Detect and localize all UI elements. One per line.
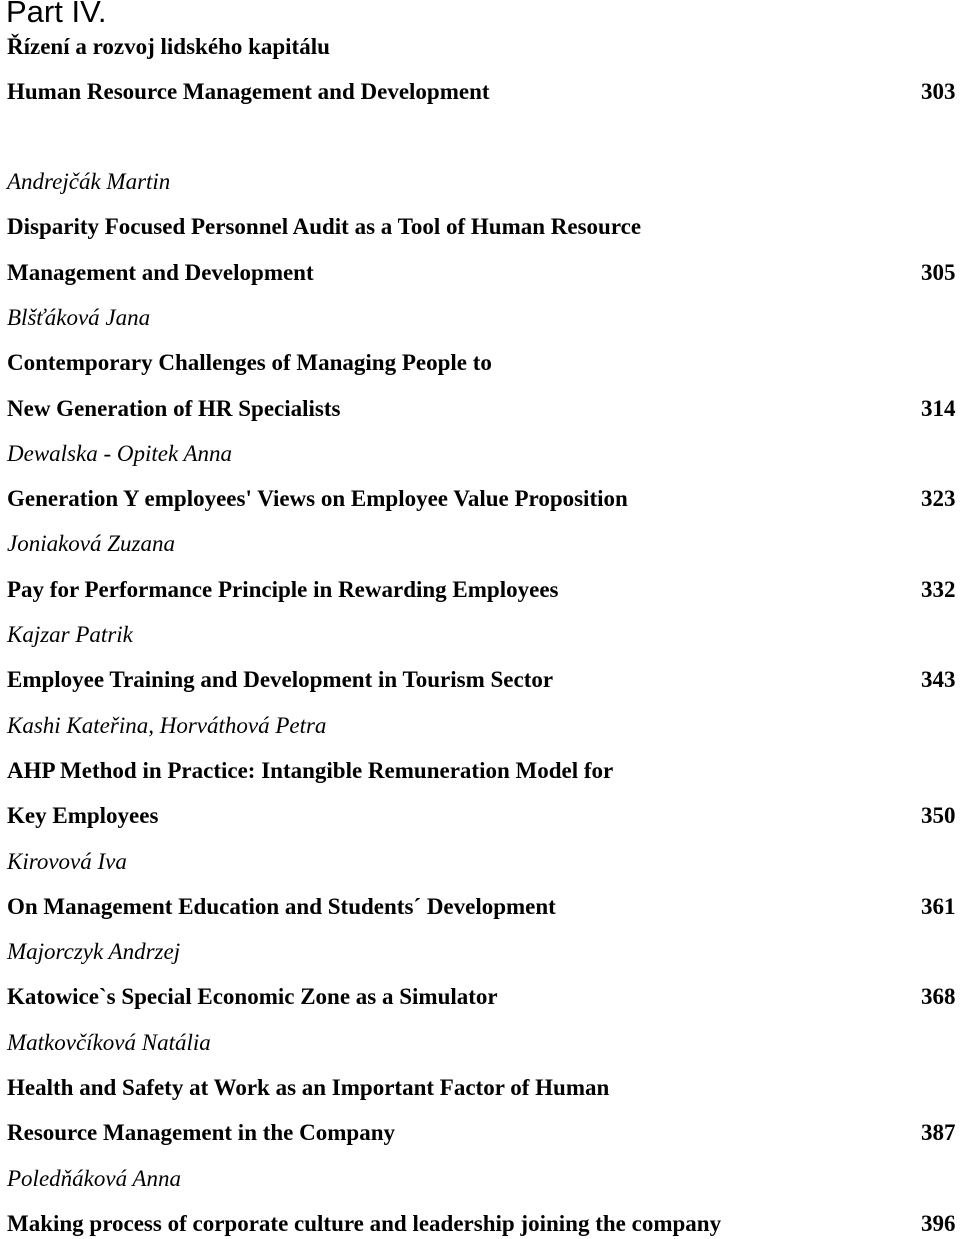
toc-title-text: On Management Education and Students´ Development — [7, 894, 556, 919]
toc-title-text: Key Employees — [7, 803, 159, 828]
toc-title-line[interactable] — [7, 212, 960, 242]
toc-author-text: Kajzar Patrik — [7, 622, 133, 647]
section-title-cz — [7, 32, 960, 62]
toc-author — [7, 847, 960, 877]
toc-title-line[interactable] — [7, 801, 960, 831]
toc-title-text: Management and Development — [7, 260, 314, 285]
toc-author-text: Joniaková Zuzana — [7, 531, 176, 556]
toc-page-number: 305 — [921, 260, 956, 285]
section-page-number: 303 — [921, 79, 956, 104]
toc-author-text: Kirovová Iva — [7, 849, 127, 874]
toc-title-text: Employee Training and Development in Tourism Sector — [7, 667, 554, 692]
toc-title-text: Katowice`s Special Economic Zone as a Simulator — [7, 984, 498, 1009]
toc-title-line[interactable] — [7, 1118, 960, 1148]
toc-title-line[interactable] — [7, 982, 960, 1012]
toc-title-line[interactable] — [7, 756, 960, 786]
section-title-en — [7, 77, 960, 107]
toc-title-line[interactable] — [7, 348, 960, 378]
toc-title-line[interactable] — [7, 665, 960, 695]
toc-title-line[interactable] — [7, 1209, 960, 1239]
toc-title-text: Contemporary Challenges of Managing People to — [7, 350, 492, 375]
toc-page-number: 332 — [921, 577, 956, 602]
toc-page-number: 368 — [921, 984, 956, 1009]
toc-author — [7, 167, 960, 197]
toc-author-text: Poledňáková Anna — [7, 1166, 181, 1191]
toc-title-line[interactable] — [7, 575, 960, 605]
toc-author-text: Kashi Kateřina, Horváthová Petra — [7, 713, 327, 738]
toc-page-number: 343 — [921, 667, 956, 692]
toc-title-text: Health and Safety at Work as an Important Factor of Human — [7, 1075, 610, 1100]
toc-author — [7, 620, 960, 650]
toc-author — [7, 529, 960, 559]
toc-title-text: Making process of corporate culture and leadership joining the company — [7, 1211, 722, 1236]
toc-author — [7, 1164, 960, 1194]
toc-page-number: 350 — [921, 803, 956, 828]
toc-author — [7, 303, 960, 333]
toc-author — [7, 439, 960, 469]
toc-title-text: Disparity Focused Personnel Audit as a Tool of Human Resource — [7, 214, 642, 239]
toc-author — [7, 1028, 960, 1058]
toc-page-number: 387 — [921, 1120, 956, 1145]
part-heading: Part IV. — [6, 0, 107, 29]
toc-title-text: Resource Management in the Company — [7, 1120, 395, 1145]
toc-author-text: Dewalska - Opitek Anna — [7, 441, 233, 466]
section-title-cz-text: Řízení a rozvoj lidského kapitálu — [7, 34, 330, 59]
toc-page-number: 361 — [921, 894, 956, 919]
toc-author-text: Andrejčák Martin — [7, 169, 171, 194]
toc-title-text: New Generation of HR Specialists — [7, 396, 341, 421]
toc-title-line[interactable] — [7, 892, 960, 922]
toc-title-line[interactable] — [7, 394, 960, 424]
section-title-en-text: Human Resource Management and Development — [7, 79, 490, 104]
toc-author-text: Majorczyk Andrzej — [7, 939, 181, 964]
toc-author-text: Matkovčíková Natália — [7, 1030, 211, 1055]
toc-page-number: 396 — [921, 1211, 956, 1236]
toc-author — [7, 711, 960, 741]
toc-title-text: AHP Method in Practice: Intangible Remuneration Model for — [7, 758, 614, 783]
toc-author-text: Blšťáková Jana — [7, 305, 151, 330]
toc-author — [7, 937, 960, 967]
toc-title-line[interactable] — [7, 484, 960, 514]
toc-page-number: 314 — [921, 396, 956, 421]
toc-title-text: Generation Y employees' Views on Employee Value Proposition — [7, 486, 628, 511]
toc-page-number: 323 — [921, 486, 956, 511]
toc-title-text: Pay for Performance Principle in Rewarding Employees — [7, 577, 559, 602]
toc-title-line[interactable] — [7, 1073, 960, 1103]
toc-title-line[interactable] — [7, 258, 960, 288]
